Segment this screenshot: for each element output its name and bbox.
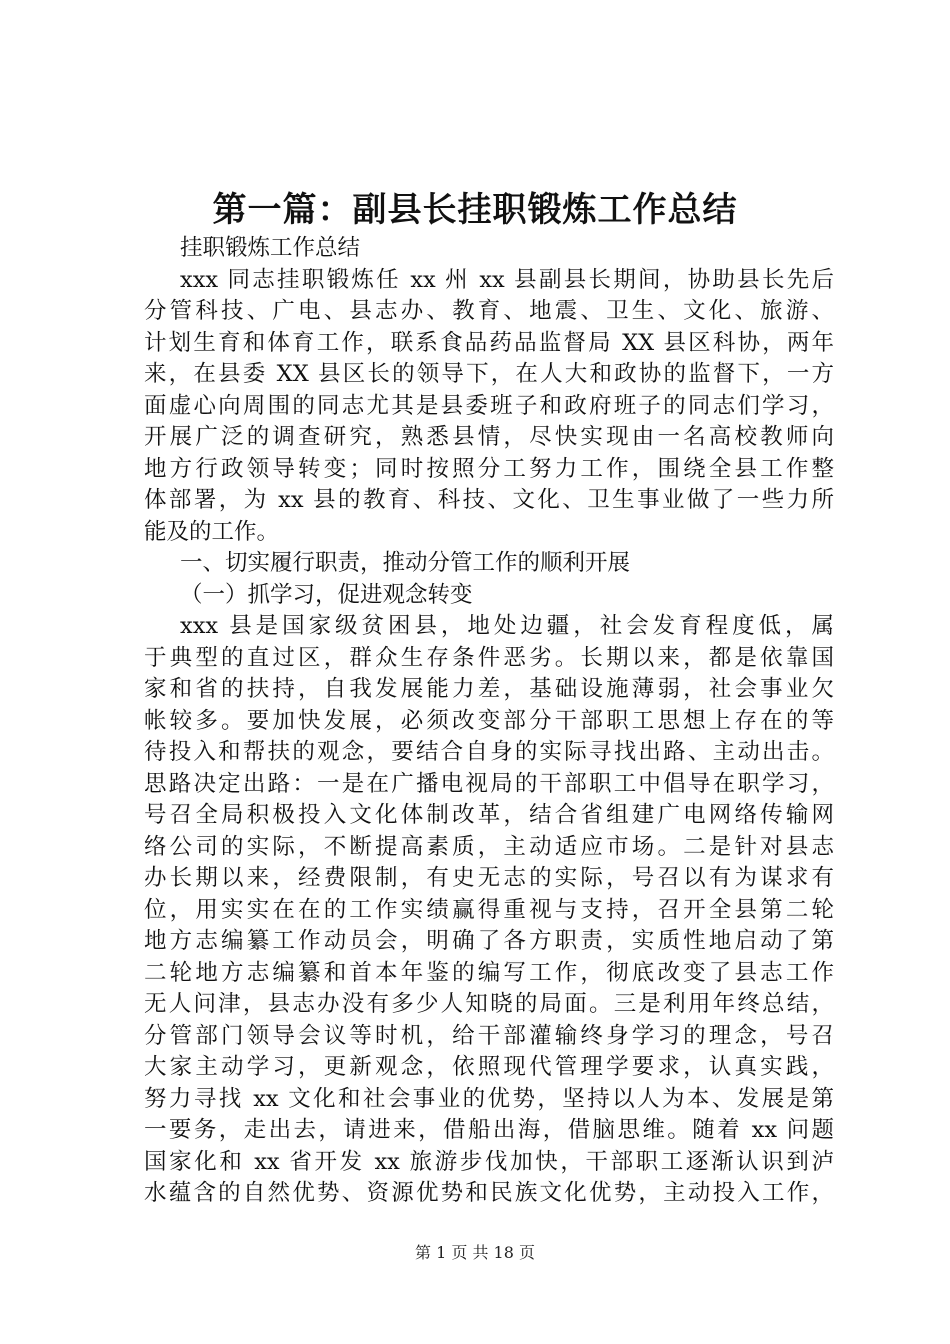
text-line: 来，在县委 XX 县区长的领导下，在人大和政协的监督下，一方: [144, 361, 834, 387]
text-line: 地方志编纂工作动员会，明确了各方职责，实质性地启动了第: [144, 928, 834, 954]
text-line: 家和省的扶持，自我发展能力差，基础设施薄弱，社会事业欠: [144, 676, 834, 702]
text-line: 待投入和帮扶的观念，要结合自身的实际寻找出路、主动出击。: [144, 739, 834, 765]
text-line: 能及的工作。: [144, 518, 280, 545]
text-line: xxx 县是国家级贫困县，地处边疆，社会发育程度低，属: [180, 613, 834, 639]
text-line: 国家化和 xx 省开发 xx 旅游步伐加快，干部职工逐渐认识到泸: [144, 1148, 834, 1175]
text-line: 于典型的直过区，群众生存条件恶劣。长期以来，都是依靠国: [144, 644, 834, 671]
text-line: 计划生育和体育工作，联系食品药品监督局 XX 县区科协，两年: [144, 329, 834, 356]
text-line: 面虚心向周围的同志尤其是县委班子和政府班子的同志们学习，: [144, 392, 834, 419]
text-line: 水蕴含的自然优势、资源优势和民族文化优势，主动投入工作，: [144, 1180, 834, 1206]
text-line: 无人问津，县志办没有多少人知晓的局面。三是利用年终总结，: [144, 991, 834, 1017]
text-line: 一、切实履行职责，推动分管工作的顺利开展: [180, 550, 631, 576]
text-line: （一）抓学习，促进观念转变: [180, 581, 473, 608]
page-footer: 第 1 页 共 18 页: [415, 1243, 535, 1262]
text-line: 思路决定出路：一是在广播电视局的干部职工中倡导在职学习，: [144, 770, 834, 797]
document-body: [144, 233, 834, 1210]
text-line: 努力寻找 xx 文化和社会事业的优势，坚持以人为本、发展是第: [144, 1085, 834, 1112]
text-line: 体部署，为 xx 县的教育、科技、文化、卫生事业做了一些力所: [144, 487, 834, 513]
text-line: 一要务，走出去，请进来，借船出海，借脑思维。随着 xx 问题: [144, 1117, 834, 1143]
text-line: 号召全局积极投入文化体制改革，结合省组建广电网络传输网: [144, 802, 834, 828]
text-line: 二轮地方志编纂和首本年鉴的编写工作，彻底改变了县志工作: [144, 959, 834, 986]
document-title: 第一篇：副县长挂职锻炼工作总结: [212, 190, 738, 230]
text-line: 分管科技、广电、县志办、教育、地震、卫生、文化、旅游、: [144, 298, 834, 324]
text-line: xxx 同志挂职锻炼任 xx 州 xx 县副县长期间，协助县长先后: [180, 266, 834, 293]
text-line: 分管部门领导会议等时机，给干部灌输终身学习的理念，号召: [144, 1022, 834, 1049]
text-line: 络公司的实际，不断提高素质，主动适应市场。二是针对县志: [144, 833, 834, 860]
text-line: 挂职锻炼工作总结: [180, 235, 361, 261]
text-line: 位，用实实在在的工作实绩赢得重视与支持，召开全县第二轮: [144, 896, 834, 923]
text-line: 地方行政领导转变；同时按照分工努力工作，围绕全县工作整: [144, 455, 834, 482]
text-line: 大家主动学习，更新观念，依照现代管理学要求，认真实践，: [144, 1054, 834, 1080]
text-line: 帐较多。要加快发展，必须改变部分干部职工思想上存在的等: [144, 707, 834, 734]
text-line: 开展广泛的调查研究，熟悉县情，尽快实现由一名高校教师向: [144, 424, 834, 450]
text-line: 办长期以来，经费限制，有史无志的实际，号召以有为谋求有: [144, 865, 834, 891]
